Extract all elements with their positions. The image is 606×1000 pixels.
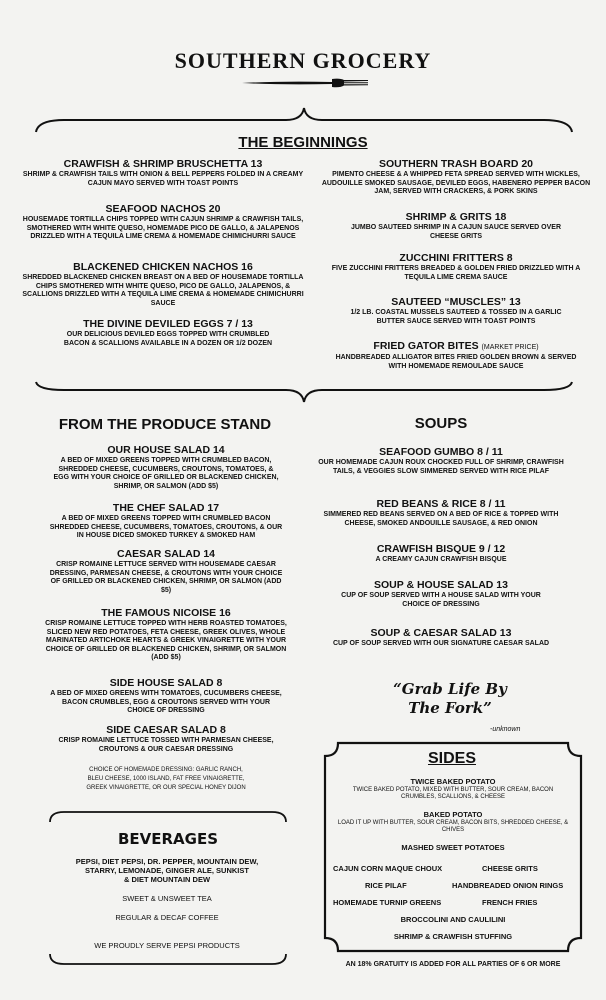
menu-item — [18, 261, 308, 308]
item-name: SIDE HOUSE SALAD 8 — [109, 677, 223, 689]
item-desc: A BED OF MIXED GREENS TOPPED WITH CRUMBLED BACON SHREDDED CHEESE, CUCUMBERS, TOMATOES, CROUTONS, & OUR IN HOUSE DICED SMOKED TURKEY & SMOKED HAM — [49, 515, 283, 540]
item-name: SIDE CAESAR SALAD 8 — [106, 724, 226, 736]
item-desc: PIMENTO CHEESE & A WHIPPED FETA SPREAD SERVED WITH WICKLES, AUDOUILLE SMOKED SAUSAGE, DEVILED EGGS, HABENERO PEPPER BACON JAM, SERVED WITH CRACKERS, & PORK SKINS — [321, 171, 591, 196]
item-name: RED BEANS & RICE 8 / 11 — [376, 498, 506, 510]
item-desc: A BED OF MIXED GREENS WITH TOMATOES, CUCUMBERS CHEESE, BACON CRUMBLES, EGG & CROUTONS SERVED WITH YOUR CHOICE OF DRESSING — [50, 690, 282, 715]
menu-item — [316, 446, 566, 476]
side-name: TWICE BAKED POTATO — [410, 777, 496, 786]
item-name: SOUP & CAESAR SALAD 13 — [370, 627, 512, 639]
menu-item — [326, 627, 556, 649]
beverage-coffee: REGULAR & DECAF COFFEE — [115, 913, 219, 922]
side-french-fries: FRENCH FRIES — [482, 898, 538, 907]
menu-item — [48, 502, 284, 541]
side-mashed: MASHED SWEET POTATOES — [401, 843, 505, 852]
fork-icon — [240, 76, 370, 90]
market-price-note: (MARKET PRICE) — [481, 344, 539, 351]
section-divider — [34, 380, 574, 404]
item-name: SEAFOOD GUMBO 8 / 11 — [379, 446, 503, 458]
item-name: THE CHEF SALAD 17 — [112, 502, 220, 514]
item-name: THE DIVINE DEVILED EGGS 7 / 13 — [83, 318, 253, 330]
item-desc: OUR DELICIOUS DEVILED EGGS TOPPED WITH CRUMBLED BACON & SCALLIONS AVAILABLE IN A DOZEN OR 1/2 DOZEN — [63, 331, 273, 347]
item-desc: JUMBO SAUTEED SHRIMP IN A CAJUN SAUCE SERVED OVER CHEESE GRITS — [350, 224, 562, 240]
item-name: OUR HOUSE SALAD 14 — [107, 444, 225, 456]
section-title-produce: FROM THE PRODUCE STAND — [58, 416, 272, 433]
dressing-options: CHOICE OF HOMEMADE DRESSING: GARLIC RANCH, BLEU CHEESE, 1000 ISLAND, FAT FREE VINAIGRETTE, GREEK VINAIGRETTE, OR OUR SPECIAL HONEY DIJON — [86, 767, 246, 791]
item-name: CRAWFISH BISQUE 9 / 12 — [376, 543, 506, 555]
side-item — [336, 810, 570, 835]
pepsi-note: WE PROUDLY SERVE PEPSI PRODUCTS — [94, 941, 240, 950]
menu-item — [44, 607, 288, 663]
menu-item — [314, 498, 568, 528]
item-desc: SIMMERED RED BEANS SERVED ON A BED OF RICE & TOPPED WITH CHEESE, SMOKED ANDOUILLE SAUSAGE, & RED ONION — [323, 511, 559, 527]
menu-item — [22, 158, 304, 188]
beverage-line: STARRY, LEMONADE, GINGER ALE, SUNKIST — [85, 866, 249, 875]
item-desc: CUP OF SOUP SERVED WITH A HOUSE SALAD WITH YOUR CHOICE OF DRESSING — [341, 592, 541, 608]
header-divider — [34, 104, 574, 134]
side-desc: TWICE BAKED POTATO, MIXED WITH BUTTER, SOUR CREAM, BACON CRUMBLES, SCALLIONS, & CHEESE — [352, 787, 554, 801]
item-name: CAESAR SALAD 14 — [116, 548, 216, 560]
menu-item — [46, 548, 286, 595]
quote-line: The Fork” — [408, 699, 492, 717]
menu-item — [50, 444, 282, 491]
menu-item — [340, 296, 572, 326]
side-item — [340, 777, 566, 802]
restaurant-title: SOUTHERN GROCERY — [174, 48, 432, 73]
side-onion-rings: HANDBREADED ONION RINGS — [452, 881, 564, 890]
item-name: SOUP & HOUSE SALAD 13 — [373, 579, 508, 591]
gratuity-note: AN 18% GRATUITY IS ADDED FOR ALL PARTIES OF 6 OR MORE — [345, 961, 561, 968]
item-name: FRIED GATOR BITES (MARKET PRICE) — [373, 340, 539, 352]
menu-item — [318, 158, 594, 197]
menu-item — [330, 579, 552, 609]
item-name: SAUTEED “MUSCLES” 13 — [391, 296, 521, 308]
section-title-sides: SIDES — [427, 750, 476, 767]
item-name: SHRIMP & GRITS 18 — [405, 211, 507, 223]
section-title-soups: SOUPS — [414, 415, 468, 432]
item-desc: FIVE ZUCCHINI FRITTERS BREADED & GOLDEN FRIED DRIZZLED WITH A TEQUILA LIME CREMA SAUCE — [331, 265, 581, 281]
item-desc: HOUSEMADE TORTILLA CHIPS TOPPED WITH CAJUN SHRIMP & CRAWFISH TAILS, SMOTHERED WITH WHITE QUESO, HOMEMADE PICO DE GALLO, & JALAPENOS DRIZZLED WITH A TEQUILA LIME CREMA & HOMEMADE CHIMICHURRI SAUCE — [22, 216, 304, 241]
side-desc: LOAD IT UP WITH BUTTER, SOUR CREAM, BACON BITS, SHREDDED CHEESE, & CHIVES — [337, 820, 569, 834]
menu-item — [22, 203, 304, 242]
side-turnip-greens: HOMEMADE TURNIP GREENS — [333, 898, 442, 907]
menu-item — [50, 677, 282, 716]
item-desc: CRISP ROMAINE LETTUCE SERVED WITH HOUSEMADE CAESAR DRESSING, PARMESAN CHEESE, & CROUTONS WITH YOUR CHOICE OF GRILLED OR BLACKENED CHICKEN, SHRIMP, OR SALMON (ADD $5) — [49, 561, 283, 594]
item-desc: SHRIMP & CRAWFISH TAILS WITH ONION & BELL PEPPERS FOLDED IN A CREAMY CAJUN MAYO SERVED WITH TOAST POINTS — [22, 171, 304, 187]
section-title-beginnings: THE BEGINNINGS — [238, 134, 368, 151]
item-name: ZUCCHINI FRITTERS 8 — [399, 252, 513, 264]
side-maque-choux: CAJUN CORN MAQUE CHOUX — [333, 864, 443, 873]
item-desc: A CREAMY CAJUN CRAWFISH BISQUE — [375, 556, 507, 563]
side-broccolini: BROCCOLINI AND CAULILINI — [400, 915, 506, 924]
item-desc: HANDBREADED ALLIGATOR BITES FRIED GOLDEN BROWN & SERVED WITH HOMEMADE REMOULADE SAUCE — [335, 354, 577, 370]
side-stuffing: SHRIMP & CRAWFISH STUFFING — [393, 932, 513, 941]
item-desc: SHREDDED BLACKENED CHICKEN BREAST ON A BED OF HOUSEMADE TORTILLA CHIPS SMOTHERED WITH WHITE QUESO, PICO DE GALLO, JALAPENOS, & SCALLIONS DRIZZLED WITH A TEQUILA LIME CREMA & HOMEMADE CHIMICHURRI SAUCE — [22, 274, 304, 307]
item-name: BLACKENED CHICKEN NACHOS 16 — [73, 261, 253, 273]
quote-author: -unknown — [490, 726, 521, 733]
menu-item — [326, 340, 586, 371]
section-title-beverages: BEVERAGES — [117, 830, 219, 848]
item-desc: CRISP ROMAINE LETTUCE TOSSED WITH PARMESAN CHEESE, CROUTONS & OUR CAESAR DRESSING — [58, 737, 274, 753]
item-desc: OUR HOMEMADE CAJUN ROUX CHOCKED FULL OF SHRIMP, CRAWFISH TAILS, & VEGGIES SLOW SIMMERED SERVED WITH RICE PILAF — [318, 459, 564, 475]
side-name: BAKED POTATO — [423, 810, 483, 819]
quote-line: “Grab Life By — [393, 680, 507, 698]
side-rice-pilaf: RICE PILAF — [365, 881, 407, 890]
menu-item — [350, 211, 562, 241]
beverage-line: & DIET MOUNTAIN DEW — [123, 875, 211, 884]
menu-item — [60, 318, 276, 348]
item-desc: 1/2 LB. COASTAL MUSSELS SAUTEED & TOSSED IN A GARLIC BUTTER SAUCE SERVED WITH TOAST POINTS — [350, 309, 562, 325]
beverage-tea: SWEET & UNSWEET TEA — [122, 894, 212, 903]
menu-item — [50, 724, 282, 754]
item-desc: CUP OF SOUP SERVED WITH OUR SIGNATURE CAESAR SALAD — [332, 640, 550, 647]
menu-item — [330, 543, 552, 565]
item-name: THE FAMOUS NICOISE 16 — [101, 607, 231, 619]
beverages-top-rule — [48, 808, 288, 824]
item-name: CRAWFISH & SHRIMP BRUSCHETTA 13 — [63, 158, 263, 170]
beverages-bottom-rule — [48, 952, 288, 968]
menu-item — [326, 252, 586, 282]
item-name: SOUTHERN TRASH BOARD 20 — [378, 158, 533, 170]
beverage-line: PEPSI, DIET PEPSI, DR. PEPPER, MOUNTAIN DEW, — [75, 857, 259, 866]
beverage-list — [56, 857, 278, 884]
item-name: SEAFOOD NACHOS 20 — [105, 203, 221, 215]
side-cheese-grits: CHEESE GRITS — [482, 864, 538, 873]
tagline-quote — [360, 680, 540, 718]
item-desc: A BED OF MIXED GREENS TOPPED WITH CRUMBLED BACON, SHREDDED CHEESE, CUCUMBERS, CROUTONS, TOMATOES, & EGG WITH YOUR CHOICE OF GRILLED OR BLACKENED CHICKEN, SHRIMP, OR SALMON (ADD $5) — [53, 457, 279, 490]
item-desc: CRISP ROMAINE LETTUCE TOPPED WITH HERB ROASTED TOMATOES, SLICED NEW RED POTATOES, FETA CHEESE, GREEK OLIVES, WHOLE MARINATED ARTICHOKE HEARTS & GREEK VINAIGRETTE WITH YOUR CHOICE OF GRILLED OR BLACKENED CHICKEN, SHRIMP, OR SALMON (ADD $5) — [45, 620, 287, 662]
